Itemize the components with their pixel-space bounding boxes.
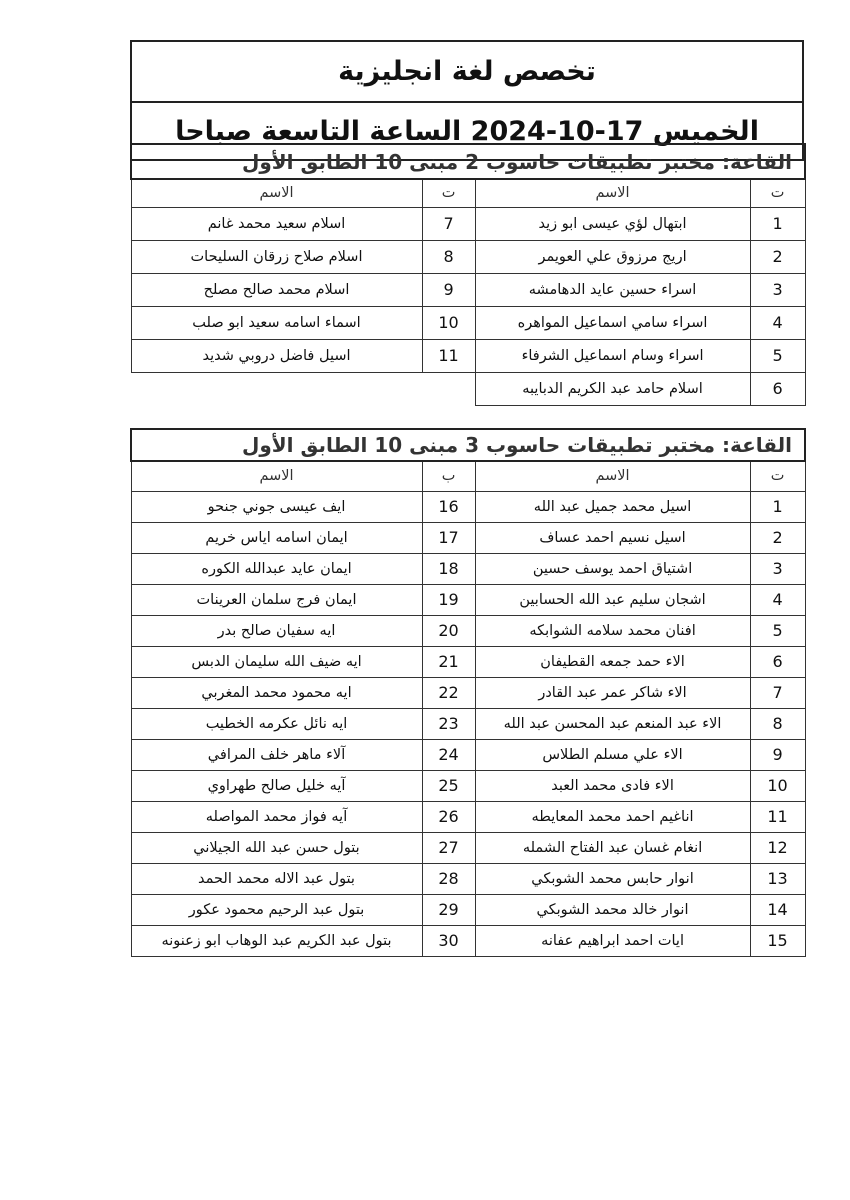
student-number: 11 [422,339,475,372]
student-name: اسراء وسام اسماعيل الشرفاء [475,339,750,372]
student-number: 23 [422,708,475,739]
student-number: 5 [750,615,805,646]
student-name: اسلام محمد صالح مصلح [131,273,422,306]
student-number: 5 [750,339,805,372]
student-name: اناغيم احمد محمد المعايطه [475,801,750,832]
student-number: 11 [750,801,805,832]
student-name: الاء علي مسلم الطلاس [475,739,750,770]
student-number: 12 [750,832,805,863]
student-name: الاء شاكر عمر عبد القادر [475,677,750,708]
student-name: ايمان اسامه اياس خريم [131,522,422,553]
student-name: انغام غسان عبد الفتاح الشمله [475,832,750,863]
table-row [131,584,805,615]
student-number: 6 [750,646,805,677]
student-name: ايه ضيف الله سليمان الدبس [131,646,422,677]
student-number: 2 [750,240,805,273]
table-row [131,646,805,677]
student-number: 26 [422,801,475,832]
student-number: 17 [422,522,475,553]
student-number: 15 [750,925,805,956]
table-row [131,894,805,925]
column-header-name: الاسم [475,179,750,207]
student-number: 25 [422,770,475,801]
table-row [131,339,805,372]
student-number: 8 [750,708,805,739]
student-name: ايات احمد ابراهيم عفانه [475,925,750,956]
student-number: 16 [422,491,475,522]
student-number: 4 [750,584,805,615]
student-number: 6 [750,372,805,405]
student-name: الاء عبد المنعم عبد المحسن عبد الله [475,708,750,739]
student-name: اسيل نسيم احمد عساف [475,522,750,553]
student-number: 1 [750,491,805,522]
student-name: بتول عبد الكريم عبد الوهاب ابو زعنونه [131,925,422,956]
column-header-name: الاسم [131,179,422,207]
student-number: 10 [422,306,475,339]
student-name: افنان محمد سلامه الشوابكه [475,615,750,646]
student-name: انوار خالد محمد الشوبكي [475,894,750,925]
column-header-number: ب [422,461,475,491]
hall-title: القاعة: مختبر تطبيقات حاسوب 3 مبنى 10 الطابق الأول [131,429,805,461]
hall-1-table [130,143,806,406]
student-number: 2 [750,522,805,553]
student-number: 4 [750,306,805,339]
student-name: بتول عبد الاله محمد الحمد [131,863,422,894]
student-name: ايه سفيان صالح بدر [131,615,422,646]
student-name: اسلام صلاح زرقان السليحات [131,240,422,273]
student-name: اسلام حامد عبد الكريم الدبايبه [475,372,750,405]
student-name: اسراء سامي اسماعيل المواهره [475,306,750,339]
student-number: 20 [422,615,475,646]
table-row [131,863,805,894]
student-number: 8 [422,240,475,273]
student-number: 7 [422,207,475,240]
table-row [131,708,805,739]
table-row [131,677,805,708]
table-row [131,491,805,522]
student-name: اسيل محمد جميل عبد الله [475,491,750,522]
student-name: آلاء ماهر خلف المرافي [131,739,422,770]
student-name: ايف عيسى جوني جنحو [131,491,422,522]
table-row [131,240,805,273]
column-header-number: ت [422,179,475,207]
table-row [131,207,805,240]
student-number: 3 [750,553,805,584]
table-row [131,925,805,956]
student-number: 14 [750,894,805,925]
student-name: الاء فادى محمد العبد [475,770,750,801]
student-name: آيه فواز محمد المواصله [131,801,422,832]
table-row [131,306,805,339]
student-name: اسماء اسامه سعيد ابو صلب [131,306,422,339]
student-name: الاء حمد جمعه القطيفان [475,646,750,677]
student-number: 3 [750,273,805,306]
empty-cell [131,372,475,405]
column-header-name: الاسم [475,461,750,491]
table-row [131,522,805,553]
table-row [131,615,805,646]
table-row [131,273,805,306]
student-name: آيه خليل صالح طهراوي [131,770,422,801]
student-name: ايه نائل عكرمه الخطيب [131,708,422,739]
student-name: ايمان عايد عبدالله الكوره [131,553,422,584]
student-name: اسراء حسين عايد الدهامشه [475,273,750,306]
column-header-number: ت [750,461,805,491]
student-name: اسلام سعيد محمد غانم [131,207,422,240]
student-number: 28 [422,863,475,894]
student-number: 9 [750,739,805,770]
student-number: 24 [422,739,475,770]
student-number: 10 [750,770,805,801]
table-row [131,770,805,801]
student-name: ايه محمود محمد المغربي [131,677,422,708]
student-number: 18 [422,553,475,584]
student-name: انوار حابس محمد الشوبكي [475,863,750,894]
student-name: اريج مرزوق علي العويمر [475,240,750,273]
student-name: اسيل فاضل دروبي شديد [131,339,422,372]
student-number: 7 [750,677,805,708]
student-number: 29 [422,894,475,925]
column-header-number: ت [750,179,805,207]
student-number: 9 [422,273,475,306]
table-row [131,739,805,770]
table-row [131,553,805,584]
student-name: اشجان سليم عبد الله الحسابين [475,584,750,615]
hall-2-table [130,428,806,957]
student-number: 27 [422,832,475,863]
student-name: بتول عبد الرحيم محمود عكور [131,894,422,925]
table-row [131,801,805,832]
student-number: 22 [422,677,475,708]
table-row [131,832,805,863]
student-number: 1 [750,207,805,240]
student-number: 30 [422,925,475,956]
student-name: اشتياق احمد يوسف حسين [475,553,750,584]
major-title: تخصص لغة انجليزية [132,42,802,103]
student-name: ايمان فرج سلمان العرينات [131,584,422,615]
exam-date-time: الخميس 17-10-2024 الساعة التاسعة صباحا [175,116,759,148]
student-name: ابتهال لؤي عيسى ابو زيد [475,207,750,240]
student-number: 19 [422,584,475,615]
table-row [131,372,805,405]
column-header-name: الاسم [131,461,422,491]
student-number: 13 [750,863,805,894]
student-number: 21 [422,646,475,677]
student-name: بتول حسن عبد الله الجيلاني [131,832,422,863]
hall-title: القاعة: مختبر تطبيقات حاسوب 2 مبنى 10 الطابق الأول [131,144,805,179]
